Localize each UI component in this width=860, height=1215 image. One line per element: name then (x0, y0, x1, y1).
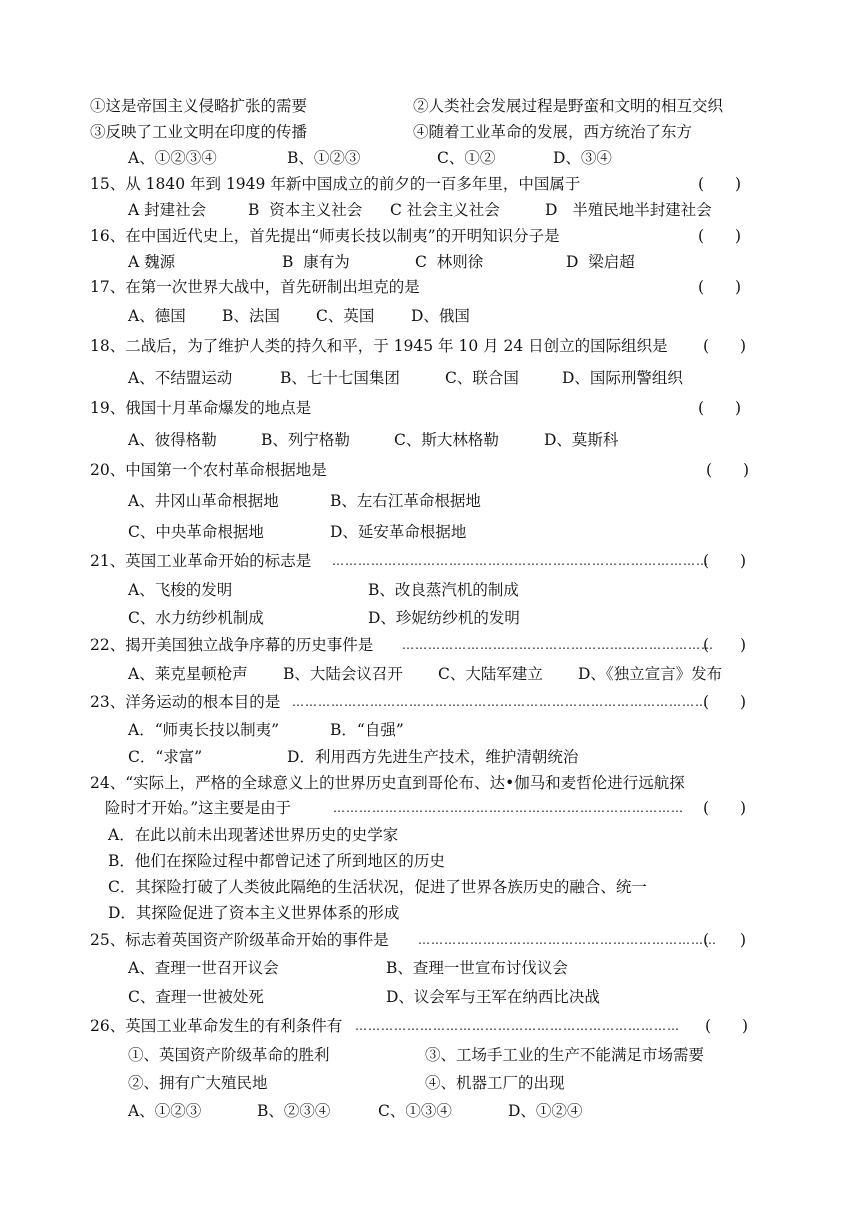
question-26-item-2: ②、拥有广大殖民地 (128, 1074, 268, 1092)
question-20-stem: 20、中国第一个农村革命根据地是 (90, 461, 327, 479)
question-25-option-d: D、议会军与王军在纳西比决战 (386, 988, 600, 1006)
question-18-option-c: C、联合国 (445, 369, 519, 387)
question-15-answer-blank: ( ) (698, 175, 742, 193)
question-25-answer-blank: ( ) (703, 931, 747, 949)
question-21-stem: 21、英国工业革命开始的标志是 (90, 552, 312, 570)
question-19-answer-blank: ( ) (698, 399, 742, 417)
question-23-option-a: A．“师夷长技以制夷” (128, 721, 280, 739)
question-26-stem: 26、英国工业革命发生的有利条件有 (90, 1017, 343, 1035)
question-16-stem: 16、在中国近代史上，首先提出“师夷长技以制夷”的开明知识分子是 (90, 227, 560, 245)
question-18-answer-blank: ( ) (703, 337, 747, 355)
question-22-option-b: B、大陆会议召开 (283, 665, 403, 683)
question-24-leader-dots: ……………………………………………………………………… (333, 801, 684, 815)
question-20-answer-blank: ( ) (706, 461, 750, 479)
intro-option-b: B、①②③ (287, 149, 361, 167)
question-20-option-c: C、中央革命根据地 (128, 523, 264, 541)
question-26-leader-dots: ………………………………………………………………… (355, 1019, 680, 1033)
statement-3: ③反映了工业文明在印度的传播 (90, 123, 308, 141)
question-24-option-c: C．其探险打破了人类彼此隔绝的生活状况，促进了世界各族历史的融合、统一 (108, 878, 647, 896)
question-17-option-c: C、英国 (316, 307, 375, 325)
question-20-option-a: A、井冈山革命根据地 (128, 492, 279, 510)
question-23-option-d: D．利用西方先进生产技术，维护清朝统治 (287, 748, 579, 766)
question-25-option-a: A、查理一世召开议会 (128, 959, 279, 977)
question-17-option-b: B、法国 (222, 307, 280, 325)
question-16-option-a: A 魏源 (128, 253, 176, 271)
question-23-option-c: C．“求富” (128, 748, 203, 766)
question-23-answer-blank: ( ) (703, 693, 747, 711)
question-19-option-a: A、彼得格勒 (128, 431, 217, 449)
question-26-option-b: B、②③④ (257, 1102, 331, 1120)
question-23-leader-dots: …………………………………………………………………………………… (292, 695, 708, 709)
intro-option-a: A、①②③④ (128, 149, 217, 167)
question-17-option-a: A、德国 (128, 307, 186, 325)
question-24-stem-line-1: 24、“实际上，严格的全球意义上的世界历史直到哥伦布、达•伽马和麦哲伦进行远航探 (90, 774, 685, 792)
question-18-option-a: A、不结盟运动 (128, 369, 233, 387)
question-23-option-b: B．“自强” (330, 721, 404, 739)
question-19-option-b: B、列宁格勒 (261, 431, 350, 449)
question-19-option-c: C、斯大林格勒 (394, 431, 499, 449)
question-22-option-c: C、大陆军建立 (438, 665, 543, 683)
question-19-stem: 19、俄国十月革命爆发的地点是 (90, 399, 312, 417)
question-25-option-b: B、查理一世宣布讨伐议会 (386, 959, 568, 977)
question-26-option-d: D、①②④ (508, 1102, 583, 1120)
question-15-option-b: B 资本主义社会 (248, 201, 363, 219)
question-15-stem: 15、从 1840 年到 1949 年新中国成立的前夕的一百多年里，中国属于 (90, 175, 581, 193)
question-18-option-d: D、国际刑警组织 (562, 369, 683, 387)
question-15-option-d: D 半殖民地半封建社会 (545, 201, 712, 219)
question-24-answer-blank: ( ) (703, 799, 747, 817)
question-21-option-d: D、珍妮纺纱机的发明 (368, 609, 520, 627)
question-22-stem: 22、揭开美国独立战争序幕的历史事件是 (90, 636, 374, 654)
question-21-option-c: C、水力纺纱机制成 (128, 609, 264, 627)
question-19-option-d: D、莫斯科 (544, 431, 619, 449)
question-25-leader-dots: …………………………………………………………… (418, 933, 717, 947)
question-22-option-a: A、莱克星顿枪声 (128, 665, 248, 683)
question-24-stem-line-2: 险时才开始。”这主要是由于 (105, 799, 292, 817)
question-21-answer-blank: ( ) (703, 552, 747, 570)
question-26-answer-blank: ( ) (705, 1017, 749, 1035)
question-21-option-a: A、飞梭的发明 (128, 581, 233, 599)
question-17-option-d: D、俄国 (411, 307, 470, 325)
intro-option-d: D、③④ (553, 149, 612, 167)
question-20-option-d: D、延安革命根据地 (330, 523, 467, 541)
question-26-item-1: ①、英国资产阶级革命的胜利 (128, 1046, 330, 1064)
question-20-option-b: B、左右江革命根据地 (330, 492, 481, 510)
question-22-answer-blank: ( ) (703, 636, 747, 654)
question-15-option-a: A 封建社会 (128, 201, 207, 219)
question-22-leader-dots: ……………………………………………………………… (402, 638, 714, 652)
question-26-item-4: ④、机器工厂的出现 (425, 1074, 565, 1092)
question-16-option-b: B 康有为 (282, 253, 350, 271)
question-25-option-c: C、查理一世被处死 (128, 988, 264, 1006)
question-25-stem: 25、标志着英国资产阶级革命开始的事件是 (90, 931, 389, 949)
question-18-option-b: B、七十七国集团 (280, 369, 400, 387)
question-26-option-c: C、①③④ (378, 1102, 452, 1120)
question-24-option-b: B．他们在探险过程中都曾记述了所到地区的历史 (108, 852, 445, 870)
question-26-item-3: ③、工场手工业的生产不能满足市场需要 (425, 1046, 705, 1064)
question-16-answer-blank: ( ) (698, 227, 742, 245)
question-22-option-d: D、《独立宣言》发布 (578, 665, 723, 683)
question-24-option-a: A．在此以前未出现著述世界历史的史学家 (108, 826, 399, 844)
question-21-option-b: B、改良蒸汽机的制成 (368, 581, 519, 599)
question-17-stem: 17、在第一次世界大战中，首先研制出坦克的是 (90, 278, 420, 296)
question-17-answer-blank: ( ) (698, 278, 742, 296)
question-16-option-d: D 梁启超 (566, 253, 635, 271)
question-26-option-a: A、①②③ (128, 1102, 202, 1120)
statement-1: ①这是帝国主义侵略扩张的需要 (90, 97, 308, 115)
question-18-stem: 18、二战后，为了维护人类的持久和平，于 1945 年 10 月 24 日创立的国际组织是 (90, 337, 668, 355)
statement-2: ②人类社会发展过程是野蛮和文明的相互交织 (413, 97, 724, 115)
intro-option-c: C、①② (437, 149, 496, 167)
statement-4: ④随着工业革命的发展，西方统治了东方 (413, 123, 693, 141)
question-15-option-c: C 社会主义社会 (390, 201, 500, 219)
question-16-option-c: C 林则徐 (415, 253, 484, 271)
question-24-option-d: D．其探险促进了资本主义世界体系的形成 (108, 904, 400, 922)
question-23-stem: 23、洋务运动的根本目的是 (90, 693, 281, 711)
question-21-leader-dots: …………………………………………………………………………… (332, 554, 709, 568)
